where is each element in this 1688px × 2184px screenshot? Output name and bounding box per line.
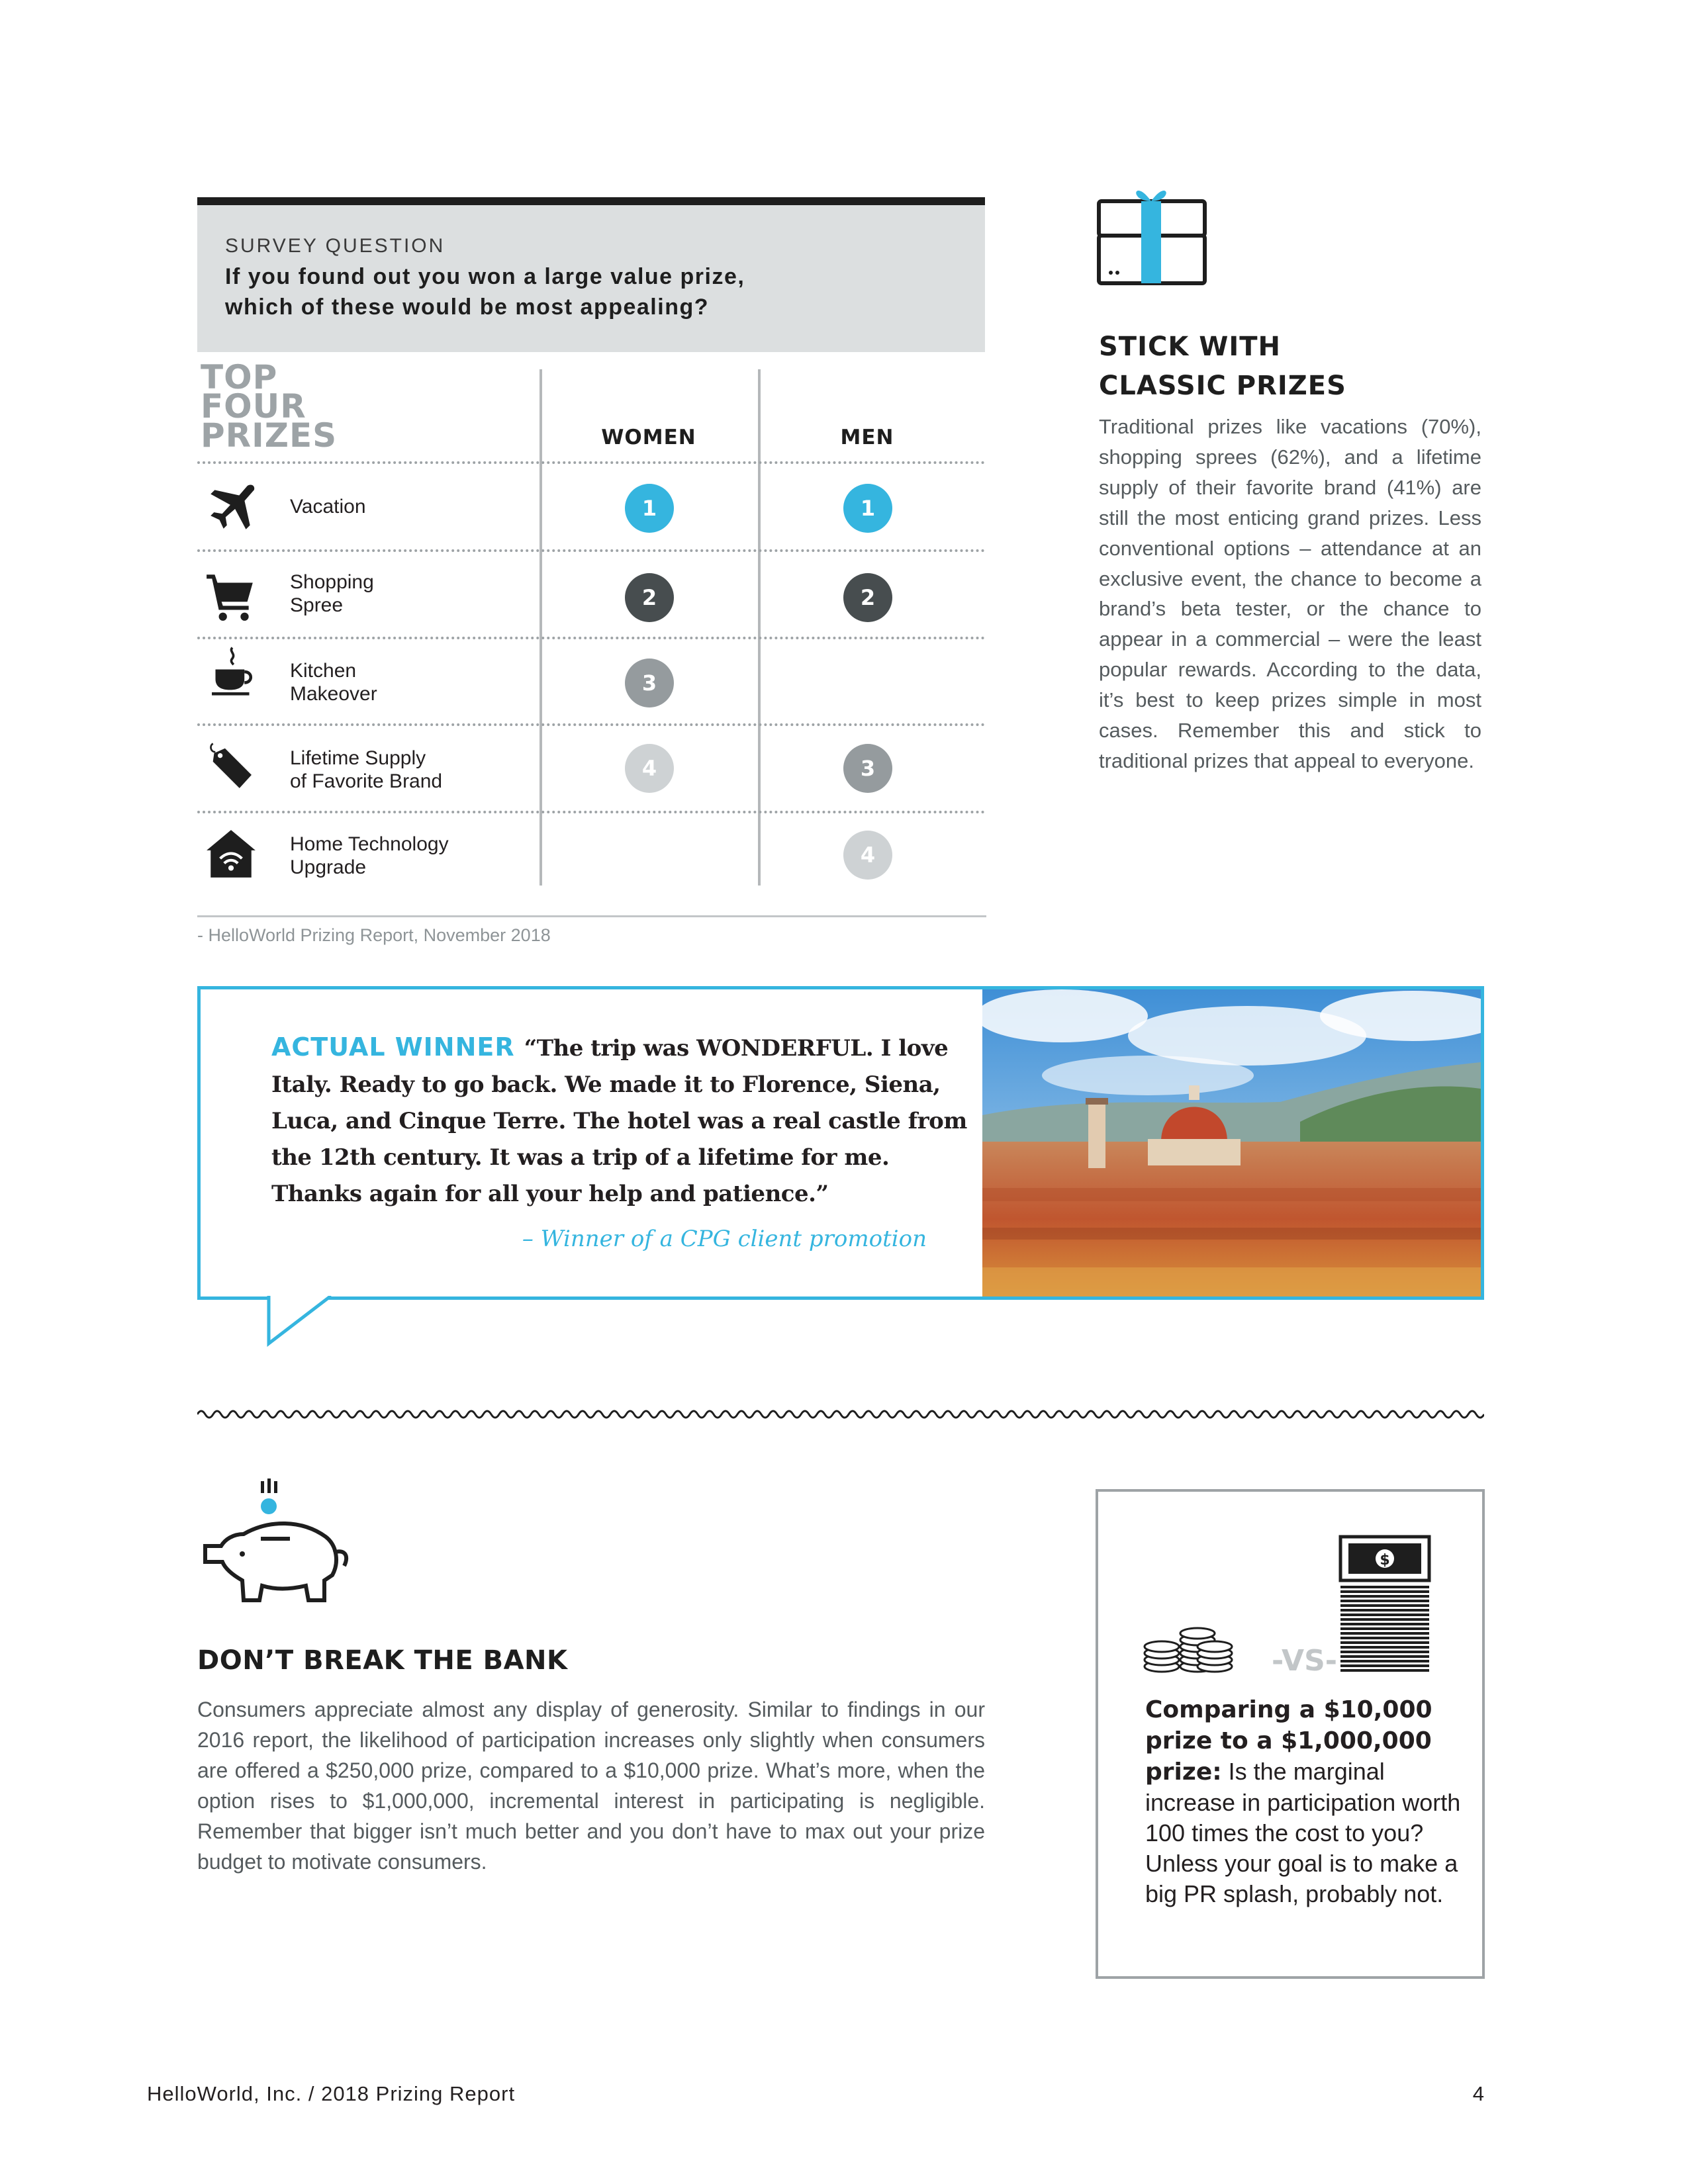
rank-badge-men-home-tech: 4 bbox=[843, 831, 892, 880]
rank-badge-men-lifetime: 3 bbox=[843, 744, 892, 793]
row-label-shopping-spree: Shopping Spree bbox=[290, 571, 374, 616]
dollar-sign: $ bbox=[1380, 1552, 1390, 1569]
bank-heading: DON’T BREAK THE BANK bbox=[197, 1645, 568, 1676]
coin-stack-icon bbox=[1145, 1628, 1232, 1672]
row-divider bbox=[197, 461, 985, 464]
column-header-women: WOMEN bbox=[601, 426, 696, 449]
bank-body: Consumers appreciate almost any display of generosity. Similar to findings in our 2016 report, the likelihood of participation increases only slightly when consumers are offered a $250,000 prize, compared to a $10,000 prize. What’s more, when the option rises to $1,000,000, incremental interest in participating is negligible. Remember that bigger isn’t much better and you don’t have to max out your prize budget to motivate consumers. bbox=[197, 1698, 985, 1874]
row-label-kitchen-makeover: Kitchen Makeover bbox=[290, 660, 377, 705]
survey-top-rule bbox=[197, 197, 985, 205]
table-column-divider bbox=[758, 369, 761, 886]
testimonial-quote: ACTUAL WINNER “The trip was WONDERFUL. I love Italy. Ready to go back. We made it to Florence, Siena, Luca, and Cinque Terre. The hotel was a real castle from the 12th century. It was a trip of a lifetime for me. Thanks again for all your help and patience.” bbox=[271, 1032, 967, 1207]
rank-badge-men-shopping: 2 bbox=[843, 573, 892, 622]
survey-question-box bbox=[197, 205, 985, 352]
rank-badge-men-vacation: 1 bbox=[843, 484, 892, 533]
rank-badge-women-kitchen: 3 bbox=[625, 659, 674, 707]
page-number: 4 bbox=[1472, 2082, 1484, 2105]
gift-box-icon bbox=[1094, 179, 1213, 291]
survey-kicker: SURVEY QUESTION bbox=[225, 235, 445, 257]
wavy-divider bbox=[197, 1406, 1484, 1422]
vs-label: -VS- bbox=[1272, 1644, 1338, 1678]
classic-prizes-body: Traditional prizes like vacations (70%), shopping sprees (62%), and a lifetime supply of their favorite brand (41%) are still the most enticing grand prizes. Less conventional options – attendance at an exclusive event, the chance to become a brand’s beta tester, or the chance to appear in a commercial – were the least popular rewards. According to the data, it’s best to keep prizes simple in most cases. Remember this and stick to traditional prizes that appeal to everyone. bbox=[1099, 415, 1481, 772]
row-divider bbox=[197, 723, 985, 726]
rank-badge-women-shopping: 2 bbox=[625, 573, 674, 622]
survey-question: If you found out you won a large value prize, which of these would be most appealing? bbox=[225, 264, 745, 320]
florence-cityscape-photo bbox=[982, 989, 1481, 1297]
row-divider bbox=[197, 549, 985, 552]
column-header-men: MEN bbox=[840, 426, 894, 449]
row-label-home-technology: Home Technology Upgrade bbox=[290, 833, 449, 878]
survey-source-note: - HelloWorld Prizing Report, November 2018 bbox=[197, 925, 551, 945]
comparison-lead: Comparing a $10,000 prize to a $1,000,000 prize: bbox=[1145, 1696, 1432, 1786]
airplane-icon bbox=[205, 480, 259, 535]
price-tag-icon bbox=[204, 740, 258, 794]
speech-bubble-tail bbox=[252, 1296, 357, 1349]
comparison-text: Comparing a $10,000 prize to a $1,000,000 prize: Is the marginal increase in participation worth 100 times the cost to you? Unless your goal is to make a big PR splash, probably not. bbox=[1145, 1696, 1461, 1907]
piggy-bank-icon bbox=[196, 1476, 355, 1628]
rank-badge-women-lifetime: 4 bbox=[625, 744, 674, 793]
testimonial-attribution: – Winner of a CPG client promotion bbox=[522, 1226, 927, 1252]
coffee-cup-icon bbox=[205, 645, 259, 700]
row-label-lifetime-supply: Lifetime Supply of Favorite Brand bbox=[290, 747, 443, 792]
rank-badge-women-vacation: 1 bbox=[625, 484, 674, 533]
row-divider bbox=[197, 811, 985, 813]
shopping-cart-icon bbox=[204, 569, 258, 623]
top-four-prizes-title: TOP FOUR PRIZES bbox=[201, 358, 338, 455]
table-column-divider bbox=[539, 369, 542, 886]
classic-prizes-heading: STICK WITH CLASSIC PRIZES bbox=[1099, 332, 1346, 401]
coins-vs-cash-graphic bbox=[1142, 1534, 1440, 1681]
row-divider bbox=[197, 637, 985, 639]
wifi-house-icon bbox=[204, 826, 258, 880]
footer-title: HelloWorld, Inc. / 2018 Prizing Report bbox=[147, 2082, 516, 2105]
table-bottom-rule bbox=[197, 915, 986, 917]
actual-winner-label: ACTUAL WINNER bbox=[271, 1032, 515, 1062]
cash-stack-icon bbox=[1340, 1537, 1429, 1670]
row-label-vacation: Vacation bbox=[290, 496, 366, 518]
